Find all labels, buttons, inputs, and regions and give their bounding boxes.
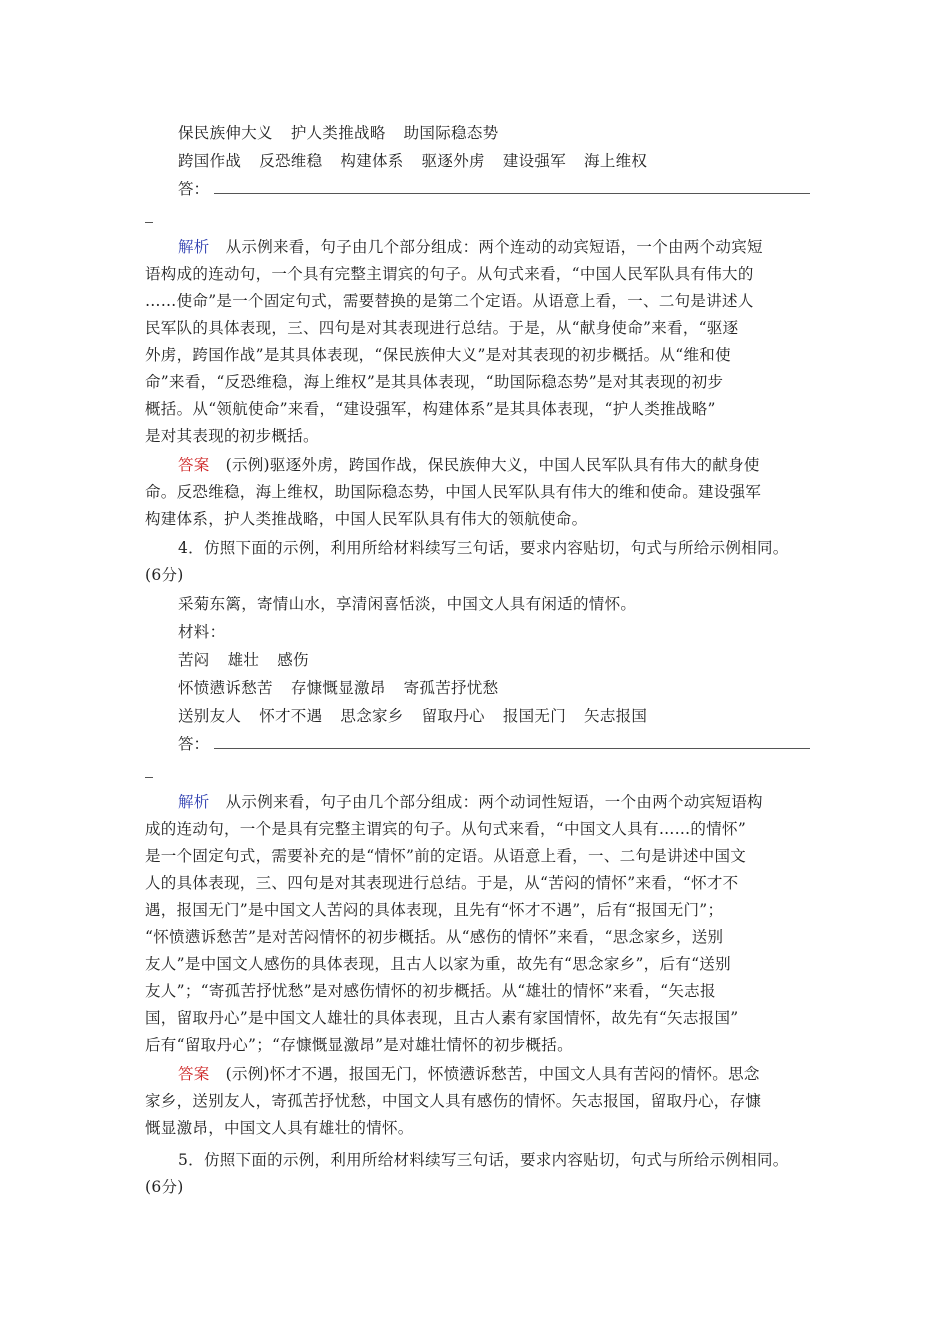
material-item: 护人类推战略 <box>290 124 386 142</box>
line-continuation-dash <box>145 777 153 778</box>
material-item: 报国无门 <box>502 707 567 725</box>
q4-example: 采菊东篱，寄情山水，享清闲喜恬淡，中国文人具有闲适的情怀。 <box>178 595 637 613</box>
q4-answer-line: 家乡，送别友人，寄孤苦抒忧愁，中国文人具有感伤的情怀。矢志报国，留取丹心，存慷 <box>145 1092 762 1110</box>
material-item: 思念家乡 <box>340 707 404 725</box>
material-item: 感伤 <box>277 651 309 669</box>
answer-underline <box>214 748 810 749</box>
q3-analysis-line: 民军队的具体表现，三、四句是对其表现进行总结。于是，从“献身使命”来看，“驱逐 <box>145 319 739 337</box>
analysis-label: 解析 <box>178 238 210 256</box>
material-item: 跨国作战 <box>178 152 242 170</box>
q4-answer-line <box>178 1064 843 1084</box>
q4-material-label: 材料： <box>178 623 226 641</box>
q4-analysis-line: 友人”是中国文人感伤的具体表现，且古人以家为重，故先有“思念家乡”，后有“送别 <box>145 955 731 973</box>
material-item: 寄孤苦抒忧愁 <box>403 679 499 697</box>
q5-stem: 5．仿照下面的示例，利用所给材料续写三句话，要求内容贴切，句式与所给示例相同。 <box>178 1151 789 1169</box>
q3-answer-line: 命。反恐维稳，海上维权，助国际稳态势，中国人民军队具有伟大的维和使命。建设强军 <box>145 483 762 501</box>
q4-answer-line: 慨显激昂，中国文人具有雄壮的情怀。 <box>145 1119 414 1137</box>
q3-analysis-line: 语构成的连动句，一个具有完整主谓宾的句子。从句式来看，“中国人民军队具有伟大的 <box>145 265 754 283</box>
material-item: 怀才不遇 <box>259 707 323 725</box>
answer-prompt: 答： <box>178 180 210 198</box>
material-item: 保民族伸大义 <box>178 124 273 142</box>
answer-text: (示例)驱逐外虏，跨国作战，保民族伸大义，中国人民军队具有伟大的献身使 <box>225 456 760 474</box>
analysis-text: 从示例来看，句子由几个部分组成：两个连动的动宾短语，一个由两个动宾短 <box>225 238 763 256</box>
answer-label: 答案 <box>178 456 210 474</box>
material-item: 送别友人 <box>178 707 242 725</box>
material-item: 海上维权 <box>584 152 648 170</box>
q4-material-row-2 <box>178 678 843 698</box>
material-item: 助国际稳态势 <box>403 124 499 142</box>
material-item: 雄壮 <box>227 651 260 669</box>
material-item: 存慷慨显激昂 <box>290 679 386 697</box>
q4-answer-blank <box>178 734 810 754</box>
q4-analysis-line: 是一个固定句式，需要补充的是“情怀”前的定语。从语意上看，一、二句是讲述中国文 <box>145 847 747 865</box>
material-item: 苦闷 <box>178 651 210 669</box>
q4-analysis-line: 友人”；“寄孤苦抒忧愁”是对感伤情怀的初步概括。从“雄壮的情怀”来看，“矢志报 <box>145 982 716 1000</box>
material-item: 矢志报国 <box>584 707 648 725</box>
material-item: 留取丹心 <box>421 707 485 725</box>
q3-answer-line: 构建体系，护人类推战略，中国人民军队具有伟大的领航使命。 <box>145 510 588 528</box>
q3-analysis-line <box>178 237 843 257</box>
q4-analysis-line: 成的连动句，一个是具有完整主谓宾的句子。从句式来看，“中国文人具有……的情怀” <box>145 820 747 838</box>
q3-material-row-1 <box>178 123 843 143</box>
material-item: 驱逐外虏 <box>421 152 485 170</box>
q4-material-row-3 <box>178 706 843 726</box>
answer-label: 答案 <box>178 1065 210 1083</box>
q3-answer-blank <box>178 179 810 199</box>
q3-analysis-line: 概括。从“领航使命”来看，“建设强军，构建体系”是其具体表现，“护人类推战略” <box>145 400 716 418</box>
q4-analysis-line: “怀愤懑诉愁苦”是对苦闷情怀的初步概括。从“感伤的情怀”来看，“思念家乡，送别 <box>145 928 724 946</box>
material-item: 怀愤懑诉愁苦 <box>178 679 273 697</box>
q4-analysis-line: 国，留取丹心”是中国文人雄壮的具体表现，且古人素有家国情怀，故先有“矢志报国” <box>145 1009 739 1027</box>
q3-analysis-line: 外虏，跨国作战”是其具体表现，“保民族伸大义”是对其表现的初步概括。从“维和使 <box>145 346 731 364</box>
material-item: 反恐维稳 <box>259 152 323 170</box>
q3-analysis-line: 是对其表现的初步概括。 <box>145 427 319 445</box>
answer-text: (示例)怀才不遇，报国无门，怀愤懑诉愁苦，中国文人具有苦闷的情怀。思念 <box>225 1065 760 1083</box>
q3-analysis-line: ……使命”是一个固定句式，需要替换的是第二个定语。从语意上看，一、二句是讲述人 <box>145 292 754 310</box>
q4-analysis-line: 遇，报国无门”是中国文人苦闷的具体表现，且先有“怀才不遇”，后有“报国无门”； <box>145 901 724 919</box>
material-item: 建设强军 <box>502 152 567 170</box>
answer-prompt: 答： <box>178 735 210 753</box>
q4-stem: 4．仿照下面的示例，利用所给材料续写三句话，要求内容贴切，句式与所给示例相同。 <box>178 539 789 557</box>
q4-analysis-line: 后有“留取丹心”；“存慷慨显激昂”是对雄壮情怀的初步概括。 <box>145 1036 573 1054</box>
analysis-label: 解析 <box>178 793 210 811</box>
material-item: 构建体系 <box>340 152 404 170</box>
analysis-text: 从示例来看，句子由几个部分组成：两个动词性短语，一个由两个动宾短语构 <box>225 793 763 811</box>
answer-underline <box>214 193 810 194</box>
q4-analysis-line: 人的具体表现，三、四句是对其表现进行总结。于是，从“苦闷的情怀”来看，“怀才不 <box>145 874 739 892</box>
q3-material-row-2 <box>178 151 843 171</box>
q3-answer-line <box>178 455 843 475</box>
q5-stem-points: (6分) <box>145 1178 184 1196</box>
q4-analysis-line <box>178 792 843 812</box>
q3-analysis-line: 命”来看，“反恐维稳，海上维权”是其具体表现，“助国际稳态势”是对其表现的初步 <box>145 373 724 391</box>
q4-material-row-1 <box>178 650 843 670</box>
line-continuation-dash <box>145 222 153 223</box>
q4-stem-points: (6分) <box>145 566 184 584</box>
